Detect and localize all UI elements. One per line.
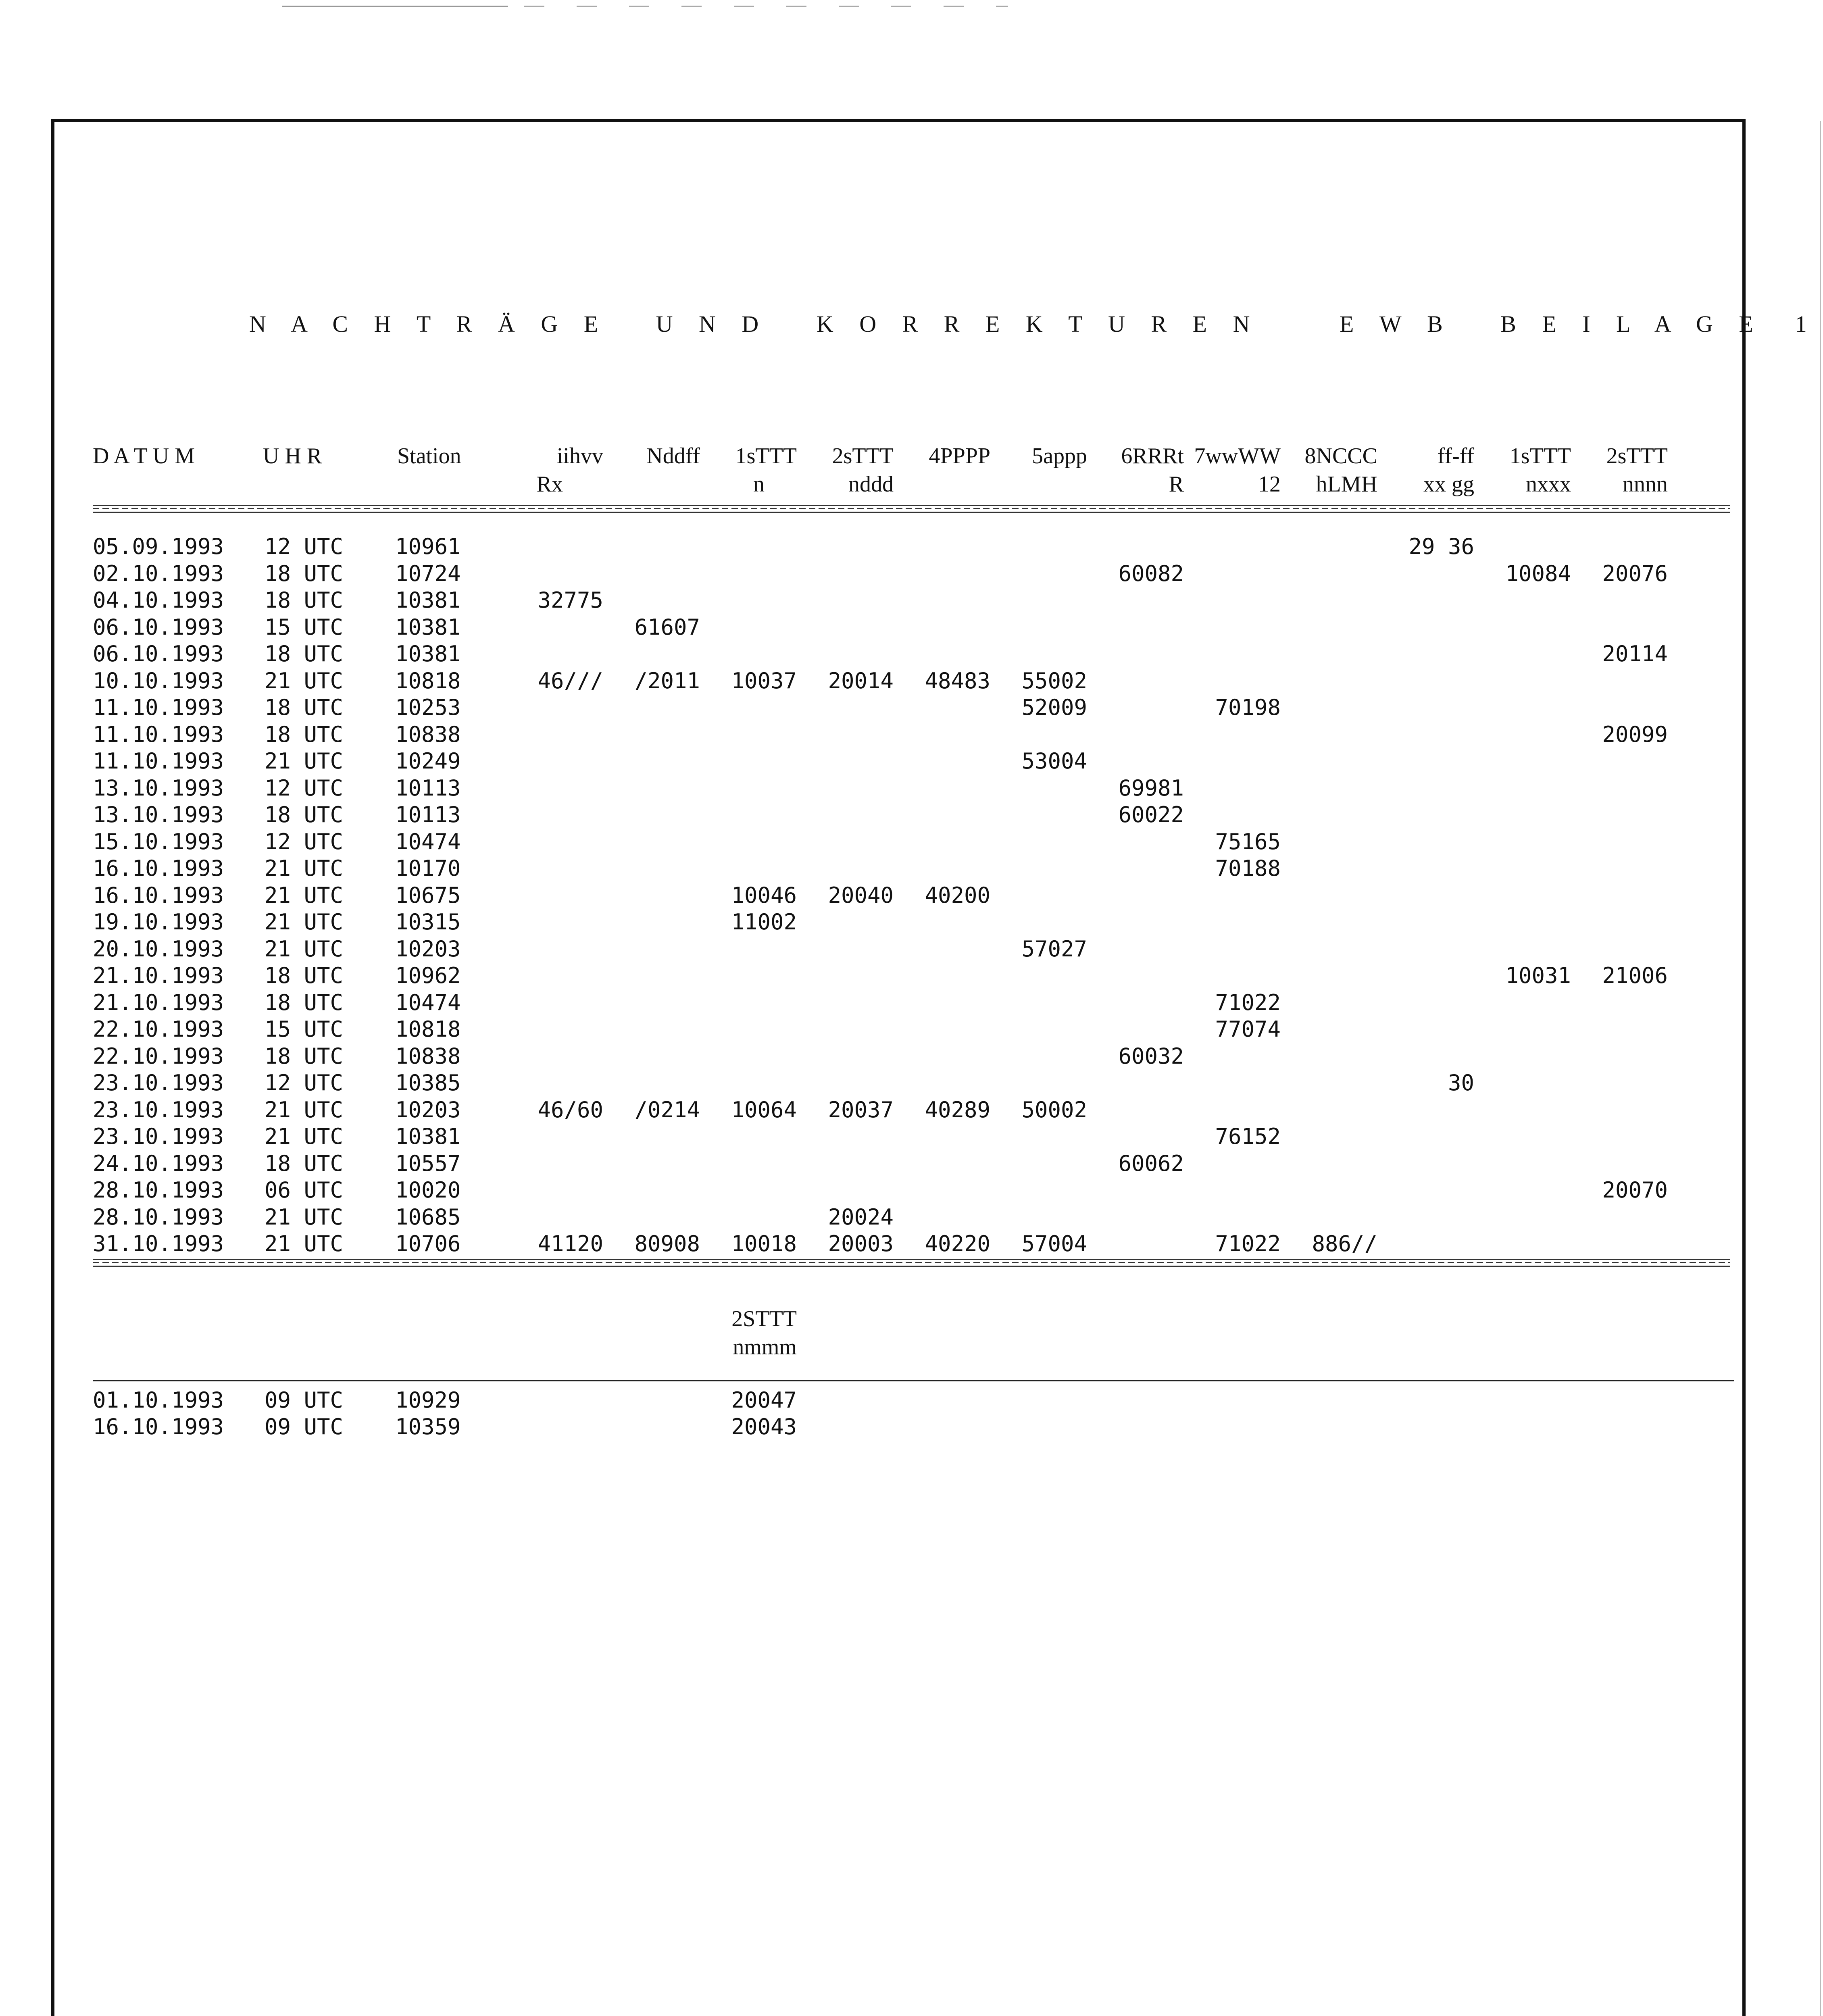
table-cell: 10253 — [395, 695, 461, 720]
table-cell: 60032 — [1118, 1043, 1184, 1069]
table-cell: 32775 — [538, 587, 603, 613]
table-cell: 18 UTC — [265, 1151, 344, 1176]
table-cell: 10706 — [395, 1231, 461, 1256]
table-cell: 10113 — [395, 802, 461, 827]
table-cell: 10381 — [395, 1124, 461, 1149]
table-cell: 23.10.1993 — [93, 1097, 224, 1123]
table-cell: 18 UTC — [265, 1043, 344, 1069]
table-cell: 10381 — [395, 587, 461, 613]
table-cell: 10838 — [395, 722, 461, 747]
table-cell: 21 UTC — [265, 748, 344, 774]
table-cell: 52009 — [1021, 695, 1087, 720]
table-cell: 10031 — [1505, 963, 1571, 988]
table-cell: 02.10.1993 — [93, 561, 224, 586]
table-cell: 76152 — [1215, 1124, 1281, 1149]
table-cell: 60082 — [1118, 561, 1184, 586]
table-cell: 41120 — [538, 1231, 603, 1256]
table-cell: 61607 — [634, 614, 700, 640]
table-cell: 10385 — [395, 1070, 461, 1095]
table-cell: 21.10.1993 — [93, 990, 224, 1015]
table-cell: 10046 — [731, 883, 797, 908]
table-cell: 20037 — [828, 1097, 894, 1123]
table-cell: 70188 — [1215, 856, 1281, 881]
table-cell: 13.10.1993 — [93, 802, 224, 827]
table-cell: 22.10.1993 — [93, 1043, 224, 1069]
header-cell: 4PPPP — [929, 444, 990, 469]
table-cell: 20003 — [828, 1231, 894, 1256]
table-cell: 06 UTC — [265, 1177, 344, 1203]
table-cell: 10818 — [395, 1016, 461, 1042]
table-cell: 10685 — [395, 1204, 461, 1230]
table-cell: 10315 — [395, 909, 461, 935]
table-cell: 21 UTC — [265, 856, 344, 881]
table-cell: 15 UTC — [265, 1016, 344, 1042]
table-cell: 46/60 — [538, 1097, 603, 1123]
table-cell: 10474 — [395, 990, 461, 1015]
table-cell: 21 UTC — [265, 1231, 344, 1256]
table-cell: 20047 — [731, 1387, 797, 1413]
header-cell: 1sTTT — [735, 444, 797, 469]
table-cell: 71022 — [1215, 990, 1281, 1015]
header-cell: 2sTTT — [832, 444, 894, 469]
header-cell: 8NCCC — [1304, 444, 1377, 469]
table-cell: 10381 — [395, 641, 461, 666]
header-cell: iihvv — [556, 444, 603, 469]
table-cell: 12 UTC — [265, 775, 344, 801]
table-cell: 20099 — [1602, 722, 1668, 747]
table-cell: 21 UTC — [265, 668, 344, 694]
table-cell: 13.10.1993 — [93, 775, 224, 801]
table-cell: 10084 — [1505, 561, 1571, 586]
table-cell: 20076 — [1602, 561, 1668, 586]
table-cell: 21 UTC — [265, 1097, 344, 1123]
header-subcell: hLMH — [1316, 472, 1377, 497]
top-rule-right — [524, 6, 1008, 7]
table-cell: 10.10.1993 — [93, 668, 224, 694]
table-cell: 60022 — [1118, 802, 1184, 827]
table-cell: 18 UTC — [265, 990, 344, 1015]
table-cell: 21 UTC — [265, 936, 344, 962]
table-cell: 10381 — [395, 614, 461, 640]
table-cell: 12 UTC — [265, 534, 344, 559]
table-cell: 20070 — [1602, 1177, 1668, 1203]
table-cell: 18 UTC — [265, 722, 344, 747]
table-cell: 886// — [1312, 1231, 1377, 1256]
header-subcell: nmmm — [733, 1335, 797, 1360]
table-cell: 21006 — [1602, 963, 1668, 988]
table-cell: 10359 — [395, 1414, 461, 1439]
table-cell: 71022 — [1215, 1231, 1281, 1256]
table-cell: 57004 — [1021, 1231, 1087, 1256]
header-subcell: nnnn — [1623, 472, 1668, 497]
header-cell: 7wwWW — [1194, 444, 1281, 469]
table-cell: 15 UTC — [265, 614, 344, 640]
table-cell: 11.10.1993 — [93, 722, 224, 747]
header-separator — [93, 505, 1730, 513]
header-subcell: nddd — [848, 472, 894, 497]
table-cell: 40289 — [925, 1097, 990, 1123]
header-cell: Nddff — [646, 444, 700, 469]
table-cell: 20024 — [828, 1204, 894, 1230]
table-cell: 57027 — [1021, 936, 1087, 962]
table-cell: /2011 — [634, 668, 700, 694]
table-cell: 12 UTC — [265, 829, 344, 854]
table-cell: 70198 — [1215, 695, 1281, 720]
table-cell: 18 UTC — [265, 641, 344, 666]
table-cell: 31.10.1993 — [93, 1231, 224, 1256]
header-cell: 1sTTT — [1509, 444, 1571, 469]
table-cell: 01.10.1993 — [93, 1387, 224, 1413]
header-rule — [93, 1380, 1734, 1381]
table-cell: 10203 — [395, 1097, 461, 1123]
header-cell: 2STTT — [731, 1306, 797, 1331]
table-cell: 20014 — [828, 668, 894, 694]
table-cell: 40220 — [925, 1231, 990, 1256]
table-cell: 09 UTC — [265, 1414, 344, 1439]
table-cell: 10474 — [395, 829, 461, 854]
table-cell: 30 — [1448, 1070, 1474, 1095]
table-cell: 10064 — [731, 1097, 797, 1123]
table-cell: 53004 — [1021, 748, 1087, 774]
table-cell: 10675 — [395, 883, 461, 908]
table-cell: 06.10.1993 — [93, 614, 224, 640]
table-cell: 11002 — [731, 909, 797, 935]
table-cell: 10203 — [395, 936, 461, 962]
header-cell: 2sTTT — [1606, 444, 1668, 469]
table-cell: 16.10.1993 — [93, 856, 224, 881]
table-cell: 22.10.1993 — [93, 1016, 224, 1042]
header-subcell: xx gg — [1423, 472, 1474, 497]
table-cell: 40200 — [925, 883, 990, 908]
table-cell: 10113 — [395, 775, 461, 801]
table-cell: 75165 — [1215, 829, 1281, 854]
header-cell: U H R — [263, 444, 322, 469]
table-cell: 12 UTC — [265, 1070, 344, 1095]
table-cell: 18 UTC — [265, 561, 344, 586]
table-cell: 28.10.1993 — [93, 1204, 224, 1230]
table-cell: 24.10.1993 — [93, 1151, 224, 1176]
table-cell: 20114 — [1602, 641, 1668, 666]
header-subcell: R — [1169, 472, 1184, 497]
table-cell: 20043 — [731, 1414, 797, 1439]
top-rule-left — [282, 6, 508, 7]
header-subcell: Rx — [536, 472, 563, 497]
table-cell: 21 UTC — [265, 1204, 344, 1230]
header-subcell: 12 — [1258, 472, 1281, 497]
header-cell: 5appp — [1032, 444, 1087, 469]
page-edge — [1820, 121, 1821, 2016]
table-cell: 69981 — [1118, 775, 1184, 801]
table-cell: 10929 — [395, 1387, 461, 1413]
table-cell: 10018 — [731, 1231, 797, 1256]
header-subcell: n — [753, 472, 765, 497]
table-cell: 11.10.1993 — [93, 748, 224, 774]
header-subcell: nxxx — [1526, 472, 1571, 497]
table-cell: 21 UTC — [265, 883, 344, 908]
table-cell: 10724 — [395, 561, 461, 586]
table-cell: 21 UTC — [265, 1124, 344, 1149]
table-cell: 20040 — [828, 883, 894, 908]
table-cell: 10557 — [395, 1151, 461, 1176]
table-cell: 23.10.1993 — [93, 1124, 224, 1149]
table-cell: 60062 — [1118, 1151, 1184, 1176]
table-cell: 55002 — [1021, 668, 1087, 694]
page-title: N A C H T R Ä G E U N D K O R R E K T U R E N E W B B E I L A G E 1 — [249, 311, 1817, 337]
table-cell: 29 36 — [1408, 534, 1474, 559]
table-cell: 28.10.1993 — [93, 1177, 224, 1203]
table-cell: 10037 — [731, 668, 797, 694]
table-cell: 10818 — [395, 668, 461, 694]
header-cell: D A T U M — [93, 444, 195, 469]
header-cell: ff-ff — [1437, 444, 1474, 469]
table-cell: 10838 — [395, 1043, 461, 1069]
table-cell: 10961 — [395, 534, 461, 559]
header-cell: 6RRRt — [1121, 444, 1184, 469]
table-end-separator — [93, 1259, 1730, 1267]
table-cell: 11.10.1993 — [93, 695, 224, 720]
table-cell: 05.09.1993 — [93, 534, 224, 559]
table-cell: 16.10.1993 — [93, 1414, 224, 1439]
table-cell: 50002 — [1021, 1097, 1087, 1123]
table-cell: 15.10.1993 — [93, 829, 224, 854]
table-cell: 19.10.1993 — [93, 909, 224, 935]
table-cell: 80908 — [634, 1231, 700, 1256]
table-cell: 20.10.1993 — [93, 936, 224, 962]
table-cell: 10020 — [395, 1177, 461, 1203]
table-cell: 18 UTC — [265, 695, 344, 720]
table-cell: 09 UTC — [265, 1387, 344, 1413]
table-cell: 18 UTC — [265, 802, 344, 827]
table-cell: 23.10.1993 — [93, 1070, 224, 1095]
table-cell: 48483 — [925, 668, 990, 694]
table-cell: 46/// — [538, 668, 603, 694]
table-cell: 04.10.1993 — [93, 587, 224, 613]
table-cell: 10249 — [395, 748, 461, 774]
header-cell: Station — [397, 444, 461, 469]
table-cell: /0214 — [634, 1097, 700, 1123]
table-cell: 16.10.1993 — [93, 883, 224, 908]
table-cell: 18 UTC — [265, 963, 344, 988]
table-cell: 21.10.1993 — [93, 963, 224, 988]
table-cell: 21 UTC — [265, 909, 344, 935]
table-cell: 10170 — [395, 856, 461, 881]
table-cell: 18 UTC — [265, 587, 344, 613]
table-cell: 77074 — [1215, 1016, 1281, 1042]
table-cell: 10962 — [395, 963, 461, 988]
table-cell: 06.10.1993 — [93, 641, 224, 666]
